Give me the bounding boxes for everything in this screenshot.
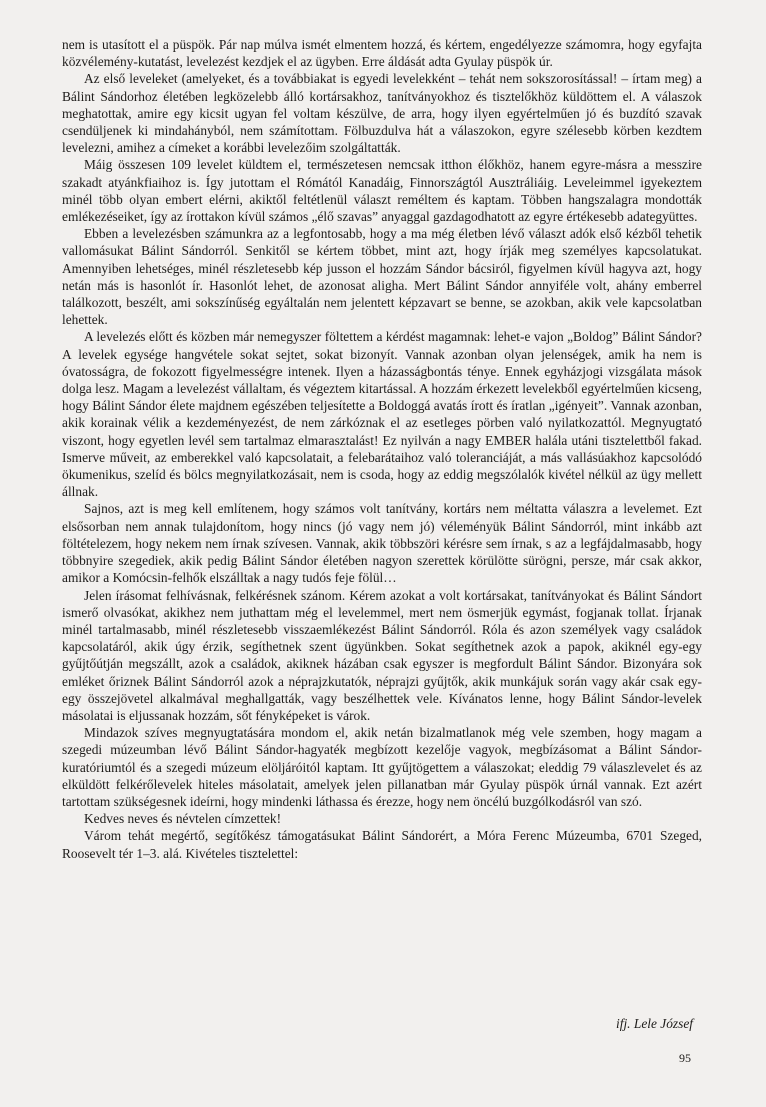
paragraph: A levelezés előtt és közben már nemegyszer föltettem a kérdést magamnak: lehet-e vajon „Boldog” Bálint Sándor? A levelek egysége hangvétele sokat sejtet, sokat bizonyít. Vannak azonban olyan jelenségek, amik ha nem is óvatosságra, de fokozott figyelmességre intenek. Ilyen a házasságbontás ténye. Ennek egyházjogi vizsgálata mások dolga lesz. Magam a levelezést vállaltam, és végeztem kitartással. A hozzám érkezett levelekből egyértelműen kicseng, hogy Bálint Sándor élete majdnem egészében teljesítette a Boldoggá avatás írott és íratlan „igényeit”. Vannak azonban, akik korainak vélik a kezdeményezést, de nem zárkóznak el az esetleges pörben való nyilatkozattól. Megnyugtató viszont, hogy egyetlen levél sem tartalmaz elmarasztalást! Ez nyilván a nagy EMBER halála utáni tisztelettből fakad. Ismerve műveit, az emberekkel való kapcsolatait, a felebarátaihoz való toleranciáját, a más vallásúakhoz kapcsolódó ökumenikus, szelíd és bölcs megnyilatkozásait, nem is csoda, hogy az eddig megszólalók kivétel nélkül az ügy mellett állnak. — [62, 329, 702, 500]
paragraph: Az első leveleket (amelyeket, és a továbbiakat is egyedi levelekként – tehát nem sokszorosítással! – írtam meg) a Bálint Sándorhoz életében legközelebb álló kortársakhoz, tanítványokhoz és tisztelőkhöz küldöttem el. A válaszok meghatottak, amire egy kicsit ugyan fel voltam készülve, de arra, hogy ilyen egyértelműen jó és buzdító szavak csendüljenek ki mindahányból, nem számítottam. Fölbuzdulva hát a válaszokon, egyre szélesebb körben kezdtem levelezni, amihez a címeket a korábbi levelezőim szolgáltatták. — [62, 71, 702, 156]
paragraph: nem is utasított el a püspök. Pár nap múlva ismét elmentem hozzá, és kértem, engedélyezze számomra, hogy egyfajta közvélemény-kutatást, levelezést kezdjek el az ügyben. Erre áldását adta Gyulay püspök úr. — [62, 37, 702, 70]
author-signature: ifj. Lele József — [616, 1016, 693, 1031]
paragraph: Kedves neves és névtelen címzettek! — [84, 811, 282, 827]
paragraph: Várom tehát megértő, segítőkész támogatásukat Bálint Sándorért, a Móra Ferenc Múzeumba, 6701 Szeged, Roosevelt tér 1–3. alá. Kivételes tisztelettel: — [62, 828, 702, 861]
paragraph: Máig összesen 109 levelet küldtem el, természetesen nemcsak itthon élőkhöz, hanem egyre-másra a messzire szakadt atyánkfiaihoz is. Így jutottam el Rómától Kanadáig, Finnországtól Ausztráliáig. Leveleimmel igyekeztem minél több olyan embert elérni, akiktől feltétlenül választ reméltem és kaptam. Többen hangszalagra mondották emlékezéseiket, így az írottakon kívül számos „élő szavas” anyaggal gazdagodhatott az egyre értékesebb adategyüttes. — [62, 157, 702, 225]
paragraph: Jelen írásomat felhívásnak, felkérésnek szánom. Kérem azokat a volt kortársakat, tanítványokat és Bálint Sándort ismerő olvasókat, akikhez nem juthattam még el levelemmel, mert nem ösmerjük egymást, fogjanak tollat. Írjanak minél tartalmasabb, minél részletesebb visszaemlékezést Bálint Sándorról. Róla és azon személyek vagy családok kapcsolatáról, akik úgy érzik, segíthetnek szent ügyünkben. Sokat segíthetnek azok a papok, akiknél egy-egy gyűjtőútján megszállt, azok a családok, akiknek házában csak egyszer is megfordult Bálint Sándor. Bizonyára sok emléket őriznek Bálint Sándorról azok a néprajzkutatók, néprajzi gyűjtők, akik munkájuk során vagy akár csak egy-egy összejövetel alkalmával meghallgatták, vagy beszélhettek vele. Kívánatos lenne, hogy Bálint Sándor-levelek másolatai is eljussanak hozzám, sőt fényképeket is várok. — [62, 587, 702, 723]
paragraph: Ebben a levelezésben számunkra az a legfontosabb, hogy a ma még életben lévő választ adók első kézből tehetik vallomásukat Bálint Sándorról. Senkitől se kértem többet, mint azt, hogy írják meg személyes kapcsolatukat. Amennyiben lehetséges, minél részletesebb kép jusson el hozzám Sándor bácsiról, figyelmen kívül hagyva azt, hogy netán más is hasonlót ír. Hasonlót lehet, de azonosat aligha. Mert Bálint Sándor annyiféle volt, ahány emberrel találkozott, beszélt, ami sokszínűség egyáltalán nem jelentett képzavart se benne, se azokban, akik vele kapcsolatban lehettek. — [62, 226, 702, 328]
paragraph: Sajnos, azt is meg kell említenem, hogy számos volt tanítvány, kortárs nem méltatta válaszra a levelemet. Ezt elsősorban nem annak tulajdonítom, hogy nincs (jó vagy nem jó) véleményük Bálint Sándorról, mint inkább azt föltételezem, hogy nekem nem írnak szívesen. Vannak, akik többszöri kérésre sem írnak, s az a legfájdalmasabb, hogy többnyire szegediek, akik pedig Bálint Sándor életében nagyon szerettek körülötte sürögni, persze, már csak akkor, amikor a Komócsin-felhők elszálltak a nagy tudós feje fölül… — [62, 501, 702, 586]
page-number: 95 — [679, 1051, 691, 1065]
paragraph: Mindazok szíves megnyugtatására mondom el, akik netán bizalmatlanok még vele szemben, hogy magam a szegedi múzeumban lévő Bálint Sándor-hagyaték megbízott kezelője vagyok, megbízásomat a Bálint Sándor-kuratóriumtól és a szegedi múzeum elöljáróitól kaptam. Itt gyűjtögettem a válaszokat; eleddig 79 válaszlevelet és az elküldött felkérőlevelek hiteles másolatait, amelyek jelen pillanatban már Gyulay püspök úrnál vannak. Ezt azért tartottam szükségesnek ideírni, hogy mindenki láthassa és érezze, hogy nem öncélú buzgólkodásról van szó. — [62, 725, 702, 809]
article-body — [62, 36, 702, 862]
